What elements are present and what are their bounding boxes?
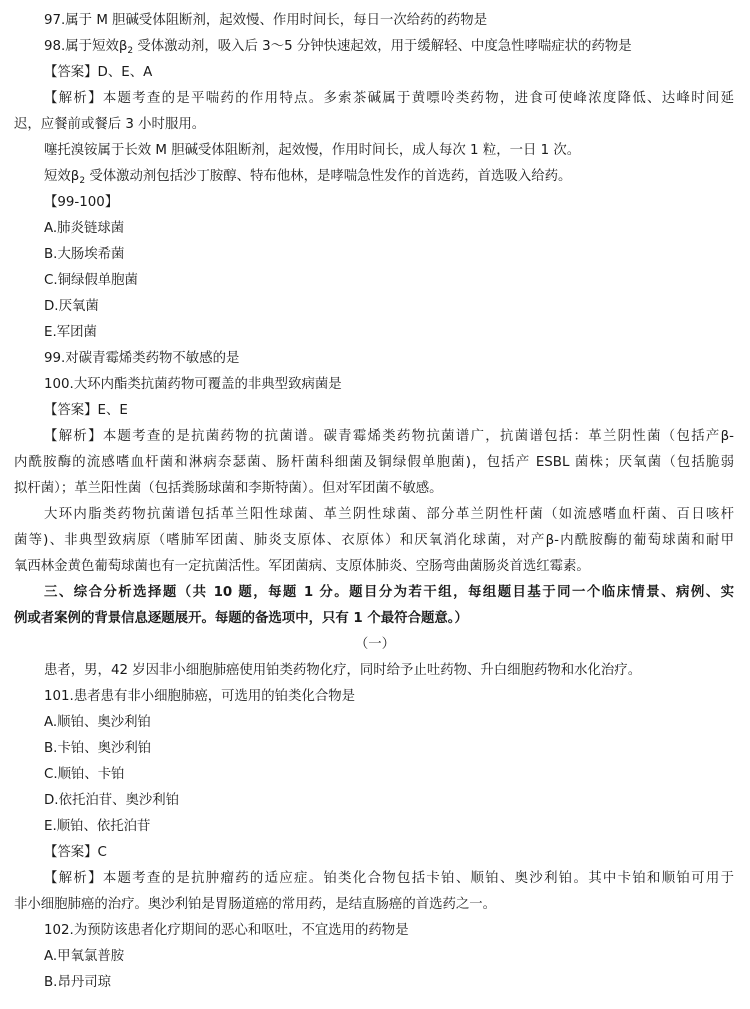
text-line: C.铜绿假单胞菌 xyxy=(44,273,138,288)
text-line: 氧西林金黄色葡萄球菌也有一定抗菌活性。军团菌病、支原体肺炎、空肠弯曲菌肠炎首选红霉素。 xyxy=(14,559,590,574)
text-segment: 受体激动剂包括沙丁胺醇、特布他林，是哮喘急性发作的首选药，首选吸入给药。 xyxy=(85,169,572,184)
text-line: 【答案】D、E、A xyxy=(44,65,153,80)
text-line: 噻托溴铵属于长效 M 胆碱受体阻断剂，起效慢，作用时间长，成人每次 1 粒，一日 1 次。 xyxy=(44,143,581,158)
text-line: 100.大环内酯类抗菌药物可覆盖的非典型致病菌是 xyxy=(44,377,342,392)
text-line: E.顺铂、依托泊苷 xyxy=(44,819,151,834)
text-line: 102.为预防该患者化疗期间的恶心和呕吐，不宜选用的药物是 xyxy=(44,923,409,938)
text-line: 患者，男，42 岁因非小细胞肺癌使用铂类药物化疗，同时给予止吐药物、升白细胞药物和水化治疗。 xyxy=(44,663,642,678)
text-segment: 受体激动剂，吸入后 3～5 分钟快速起效，用于缓解轻、中度急性哮喘症状的药物是 xyxy=(133,39,632,54)
text-line: 内酰胺酶的流感嗜血杆菌和淋病奈瑟菌、肠杆菌科细菌及铜绿假单胞菌)，包括产 ESBL 菌株；厌氧菌（包括脆弱 xyxy=(14,455,734,470)
document-page xyxy=(0,8,750,996)
text-line: 拟杆菌）；革兰阳性菌（包括粪肠球菌和李斯特菌）。但对军团菌不敏感。 xyxy=(14,481,443,496)
text-line: 【解析】本题考查的是抗肿瘤药的适应症。铂类化合物包括卡铂、顺铂、奥沙利铂。其中卡铂和顺铂可用于 xyxy=(44,871,734,886)
text-line: 【答案】C xyxy=(44,845,107,860)
text-line: C.顺铂、卡铂 xyxy=(44,767,125,782)
text-line: 菌等)、非典型致病原（嗜肺军团菌、肺炎支原体、衣原体）和厌氧消化球菌，对产β-内酰胺酶的葡萄球菌和耐甲 xyxy=(14,533,734,548)
text-line: 例或者案例的背景信息逐题展开。每题的备选项中，只有 1 个最符合题意。） xyxy=(14,611,468,626)
text-line: A.甲氧氯普胺 xyxy=(44,949,125,964)
text-segment: 短效β xyxy=(44,169,80,184)
text-line: A.顺铂、奥沙利铂 xyxy=(44,715,151,730)
text-segment: 98.属于短效β xyxy=(44,39,128,54)
text-line: 【解析】本题考查的是平喘药的作用特点。多索茶碱属于黄嘌呤类药物，进食可使峰浓度降低、达峰时间延 xyxy=(44,91,734,106)
text-line: 97.属于 M 胆碱受体阻断剂，起效慢、作用时间长，每日一次给药的药物是 xyxy=(44,13,488,28)
text-line: 非小细胞肺癌的治疗。奥沙利铂是胃肠道癌的常用药，是结直肠癌的首选药之一。 xyxy=(14,897,497,912)
text-line: E.军团菌 xyxy=(44,325,97,340)
text-line: 99.对碳青霉烯类药物不敏感的是 xyxy=(44,351,240,366)
subscript: 2 xyxy=(127,46,134,56)
text-line: B.卡铂、奥沙利铂 xyxy=(44,741,152,756)
text-line: 大环内脂类药物抗菌谱包括革兰阳性球菌、革兰阴性球菌、部分革兰阴性杆菌（如流感嗜血杆菌、百日咳杆 xyxy=(44,507,734,522)
text-line xyxy=(0,34,750,60)
subscript: 2 xyxy=(79,176,86,186)
text-line xyxy=(0,164,750,190)
text-line: D.厌氧菌 xyxy=(44,299,99,314)
text-line: B.大肠埃希菌 xyxy=(44,247,125,262)
text-line: D.依托泊苷、奥沙利铂 xyxy=(44,793,180,808)
text-line: A.肺炎链球菌 xyxy=(44,221,125,236)
text-line: 【99-100】 xyxy=(44,195,119,210)
text-line: 101.患者患有非小细胞肺癌，可选用的铂类化合物是 xyxy=(44,689,356,704)
text-line: 【答案】E、E xyxy=(44,403,128,418)
text-line: B.昂丹司琼 xyxy=(44,975,112,990)
text-line: 迟，应餐前或餐后 3 小时服用。 xyxy=(14,117,206,132)
text-line: 【解析】本题考查的是抗菌药物的抗菌谱。碳青霉烯类药物抗菌谱广，抗菌谱包括：革兰阴性菌（包括产β- xyxy=(44,429,734,444)
text-line: 三、综合分析选择题（共 10 题，每题 1 分。题目分为若干组，每组题目基于同一个临床情景、病例、实 xyxy=(44,585,734,600)
text-line: （一） xyxy=(354,637,396,652)
